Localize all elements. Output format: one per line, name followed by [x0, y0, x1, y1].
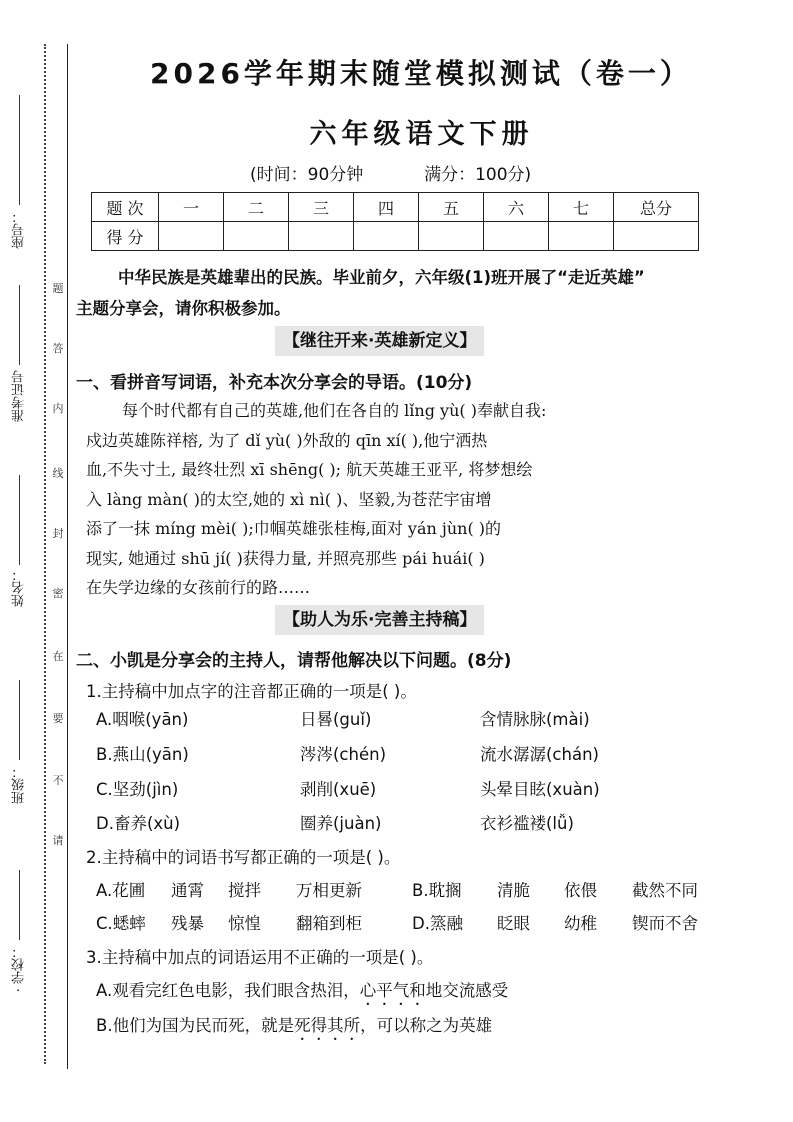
seal-char: 内	[52, 402, 64, 415]
q1-option-b2: 涔涔(chén)	[300, 745, 387, 764]
q3-b-dotted-phrase: 死得其所	[294, 1016, 361, 1035]
score-table-cell: 题 次	[92, 193, 159, 222]
full-score-text: 满分：100分)	[424, 165, 532, 185]
q2-word: 眨眼	[497, 914, 530, 933]
exam-id-label: 准考证号	[12, 370, 27, 422]
score-input-cell[interactable]	[549, 222, 614, 251]
q1-option-c3: 头晕目眩(xuàn)	[480, 780, 600, 799]
score-table-cell: 三	[289, 193, 354, 222]
score-input-cell[interactable]	[159, 222, 224, 251]
q2-word: 截然不同	[632, 881, 698, 900]
seal-char: 题	[52, 282, 64, 295]
q2-word: 万相更新	[296, 881, 362, 900]
question-2-title: 二、小凯是分享会的主持人，请帮他解决以下问题。(8分)	[76, 651, 512, 671]
name-label: 姓名：	[12, 568, 27, 607]
seal-char: 要	[52, 712, 64, 725]
q3-a-dotted-phrase: 心平气和	[359, 981, 426, 1000]
score-input-cell[interactable]	[289, 222, 354, 251]
seat-number-label: 座号：	[12, 210, 27, 249]
q3-stem: 3.主持稿中加点的词语运用不正确的一项是( )。	[86, 948, 434, 967]
passage-line: 在失学边缘的女孩前行的路……	[86, 578, 311, 597]
score-input-cell[interactable]	[354, 222, 419, 251]
passage-line: 添了一抹 míng mèi( );巾帼英雄张桂梅,面对 yán jùn( )的	[86, 519, 502, 538]
q1-option-d1[interactable]: D.畜养(xù)	[96, 814, 181, 833]
q2-word[interactable]: A.花圃	[96, 881, 146, 900]
q3-a-text-end: 地交流感受	[425, 981, 509, 1000]
question-1-title: 一、看拼音写词语，补充本次分享会的导语。(10分)	[76, 373, 473, 393]
score-input-cell[interactable]	[419, 222, 484, 251]
passage-line: 现实, 她通过 shū jí( )获得力量, 并照亮那些 pái huái( )	[86, 548, 485, 568]
q2-stem: 2.主持稿中的词语书写都正确的一项是( )。	[86, 848, 401, 867]
class-label: 班级：	[12, 765, 27, 804]
seal-char: 密	[52, 587, 64, 600]
seal-char: 线	[52, 467, 64, 480]
seal-char: 答	[52, 342, 64, 355]
score-table-cell: 四	[354, 193, 419, 222]
q1-option-c1[interactable]: C.坚劲(jìn)	[96, 780, 179, 799]
score-table-score-row	[92, 222, 699, 251]
q2-word: 搅拌	[228, 881, 261, 900]
pinyin-passage	[86, 396, 746, 603]
q1-option-a3: 含情脉脉(mài)	[480, 710, 590, 729]
passage-line: 血,不失寸土, 最终壮烈 xī shēng( ); 航天英雄王亚平, 将梦想绘	[86, 460, 533, 479]
passage-line: 每个时代都有自己的英雄,他们在各自的 lǐng yù( )奉献自我:	[122, 401, 547, 420]
q3-b-text: B.他们为国为民而死，就是	[96, 1016, 295, 1035]
q3-option-a[interactable]	[96, 977, 508, 1009]
binding-solid-line	[67, 44, 68, 1069]
score-input-cell[interactable]	[484, 222, 549, 251]
score-input-cell[interactable]	[224, 222, 289, 251]
exam-info	[250, 160, 531, 185]
passage-line: 戍边英雄陈祥榕, 为了 dǐ yù( )外敌的 qīn xí( ),他宁洒热	[86, 430, 488, 450]
section-banner-1: 【继往开来·英雄新定义】	[275, 326, 484, 356]
score-table-cell: 一	[159, 193, 224, 222]
passage-line: 入 làng màn( )的太空,她的 xì nì( )、坚毅,为苍茫宇宙增	[86, 489, 492, 509]
score-input-cell[interactable]	[614, 222, 699, 251]
seal-char: 在	[52, 650, 64, 663]
name-line	[19, 475, 21, 565]
intro-line: 主题分享会，请你积极参加。	[76, 299, 291, 318]
score-table-cell: 二	[224, 193, 289, 222]
q1-option-a1[interactable]: A.咽喉(yān)	[96, 710, 189, 729]
q3-a-text: A.观看完红色电影，我们眼含热泪，	[96, 981, 360, 1000]
score-table-cell: 五	[419, 193, 484, 222]
intro-line: 中华民族是英雄辈出的民族。毕业前夕，六年级(1)班开展了“走近英雄”	[118, 268, 645, 287]
q2-word[interactable]: D.篜融	[412, 914, 463, 933]
score-table-cell: 总分	[614, 193, 699, 222]
q3-option-b[interactable]	[96, 1012, 492, 1044]
exam-id-line	[19, 285, 21, 365]
q2-word: 惊惶	[228, 914, 261, 933]
q1-option-b1[interactable]: B.燕山(yān)	[96, 745, 189, 764]
score-table-header-row	[92, 193, 699, 222]
school-label: · 学校：	[12, 945, 27, 993]
time-text: (时间：90分钟	[250, 165, 364, 185]
q2-word: 通霄	[171, 881, 204, 900]
score-table-cell: 六	[484, 193, 549, 222]
exam-title: 2026学年期末随堂模拟测试（卷一）	[150, 57, 692, 90]
binding-dotted-line	[44, 44, 46, 1064]
q1-option-c2: 剥削(xuē)	[300, 780, 377, 799]
q2-word: 锲而不舍	[632, 914, 698, 933]
q2-word: 翻箱到柜	[296, 914, 362, 933]
q2-word[interactable]: B.耽搁	[412, 881, 462, 900]
q2-word: 清脆	[497, 881, 530, 900]
section-banner-2: 【助人为乐·完善主持稿】	[275, 605, 484, 635]
seal-char: 请	[52, 834, 64, 847]
seal-char: 封	[52, 527, 64, 540]
q1-option-b3: 流水潺潺(chán)	[480, 745, 599, 764]
score-table	[91, 192, 699, 251]
q1-option-a2: 日晷(guǐ)	[300, 710, 372, 729]
exam-subtitle: 六年级语文下册	[309, 119, 534, 150]
q2-word: 幼稚	[564, 914, 597, 933]
q2-word[interactable]: C.蟋蟀	[96, 914, 146, 933]
intro-paragraph	[76, 262, 756, 324]
seal-char: 不	[52, 774, 64, 787]
q1-option-d3: 衣衫褴褛(lǚ)	[480, 814, 574, 833]
q1-stem: 1.主持稿中加点字的注音都正确的一项是( )。	[86, 682, 417, 701]
score-table-cell: 七	[549, 193, 614, 222]
q3-b-text-end: ，可以称之为英雄	[360, 1016, 493, 1035]
class-line	[19, 680, 21, 760]
q1-option-d2: 圈养(juàn)	[300, 814, 382, 833]
score-row-label: 得 分	[92, 222, 159, 251]
q2-word: 依偎	[564, 881, 597, 900]
q2-word: 残暴	[171, 914, 204, 933]
school-line	[19, 870, 21, 940]
